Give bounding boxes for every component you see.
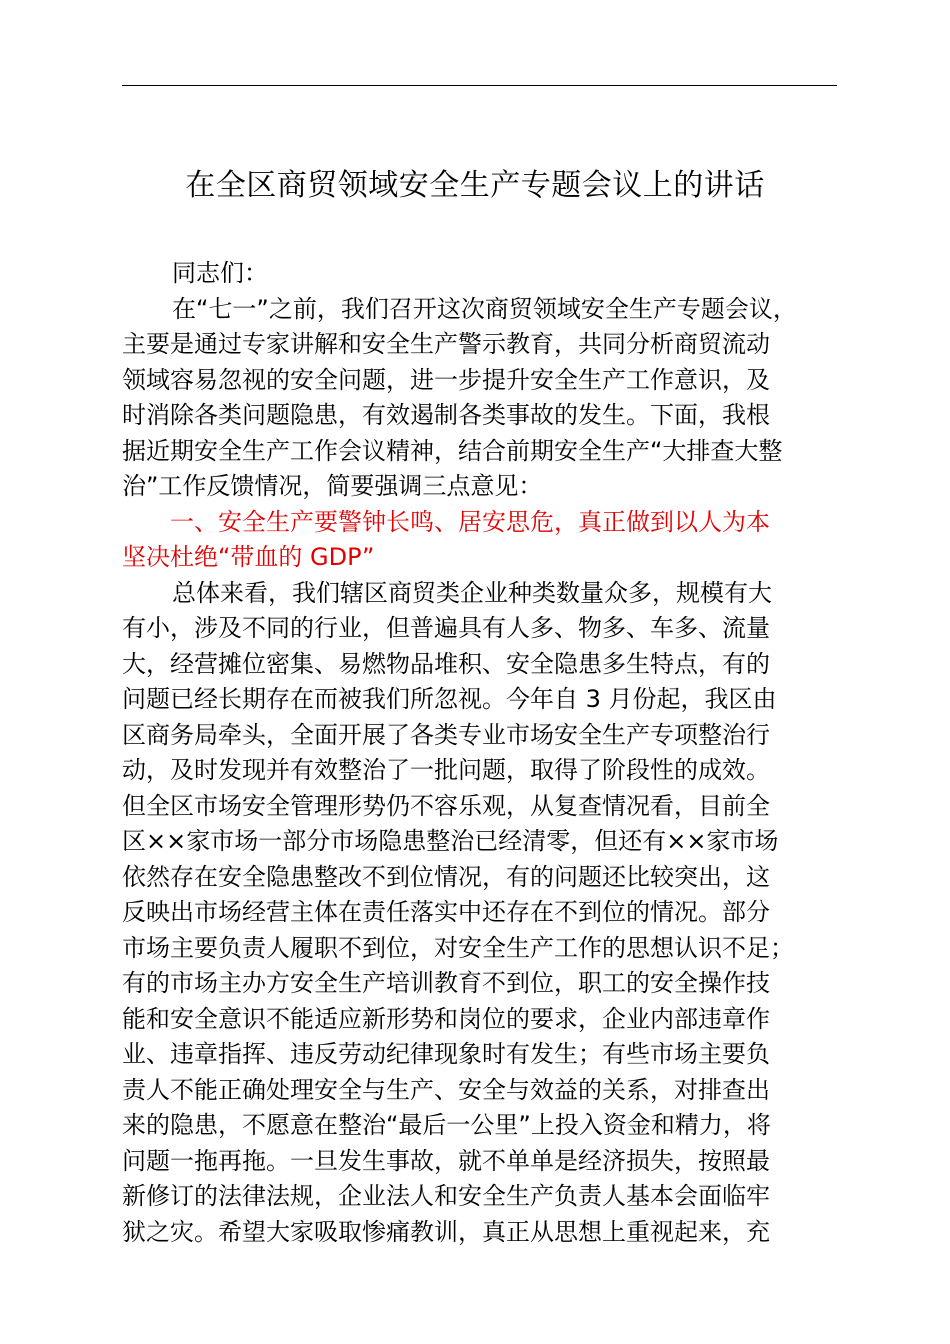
paragraph-line: 治”工作反馈情况，简要强调三点意见：	[122, 472, 543, 500]
paragraph-line: 在“七一”之前，我们召开这次商贸领域安全生产专题会议，	[172, 294, 797, 323]
paragraph-line: 来的隐患，不愿意在整治“最后一公里”上投入资金和精力，将	[122, 1111, 771, 1139]
paragraph-line: 但全区市场安全管理形势仍不容乐观，从复查情况看，目前全	[122, 791, 770, 820]
paragraph-line: 有小，涉及不同的行业，但普遍具有人多、物多、车多、流量	[122, 614, 770, 642]
paragraph-line: 有的市场主办方安全生产培训教育不到位，职工的安全操作技	[122, 969, 770, 997]
paragraph-line: 大，经营摊位密集、易燃物品堆积、安全隐患多生特点，有的	[122, 649, 770, 678]
paragraph-line: 反映出市场经营主体在责任落实中还存在不到位的情况。部分	[122, 898, 770, 926]
paragraph-line: 能和安全意识不能适应新形势和岗位的要求，企业内部违章作	[122, 1004, 770, 1033]
paragraph-line: 新修订的法律法规，企业法人和安全生产负责人基本会面临牢	[122, 1182, 770, 1210]
document-body	[122, 256, 837, 1250]
section-heading-line: 一、安全生产要警钟长鸣、居安思危，真正做到以人为本	[170, 507, 770, 536]
paragraph-line: 市场主要负责人履职不到位，对安全生产工作的思想认识不足；	[122, 933, 794, 962]
paragraph-line: 区商务局牵头，全面开展了各类专业市场安全生产专项整治行	[122, 720, 770, 749]
paragraph-line: 时消除各类问题隐患，有效遏制各类事故的发生。下面，我根	[122, 401, 770, 429]
section-heading-line: 坚决杜绝“带血的 GDP”	[122, 543, 375, 571]
paragraph-line: 问题已经长期存在而被我们所忽视。今年自 3 月份起，我区由	[122, 685, 777, 713]
paragraph-line: 依然存在安全隐患整改不到位情况，有的问题还比较突出，这	[122, 862, 770, 891]
paragraph-line: 业、违章指挥、违反劳动纪律现象时有发生；有些市场主要负	[122, 1040, 770, 1068]
paragraph-line: 动，及时发现并有效整治了一批问题，取得了阶段性的成效。	[122, 756, 770, 784]
document-title: 在全区商贸领域安全生产专题会议上的讲话	[185, 168, 765, 203]
paragraph-line: 问题一拖再拖。一旦发生事故，就不单单是经济损失，按照最	[122, 1146, 770, 1175]
paragraph-line: 总体来看，我们辖区商贸类企业种类数量众多，规模有大	[172, 578, 772, 607]
paragraph-line: 主要是通过专家讲解和安全生产警示教育，共同分析商贸流动	[122, 330, 770, 358]
paragraph-line: 同志们：	[172, 259, 268, 287]
paragraph-line: 领域容易忽视的安全问题，进一步提升安全生产工作意识，及	[122, 365, 770, 394]
paragraph-line: 据近期安全生产工作会议精神，结合前期安全生产“大排查大整	[122, 436, 783, 465]
header-rule	[122, 85, 837, 86]
paragraph-line: 狱之灾。希望大家吸取惨痛教训，真正从思想上重视起来，充	[122, 1217, 770, 1246]
paragraph-line: 责人不能正确处理安全与生产、安全与效益的关系，对排查出	[122, 1075, 770, 1104]
paragraph-line: 区××家市场一部分市场隐患整治已经清零，但还有××家市场	[122, 827, 779, 855]
